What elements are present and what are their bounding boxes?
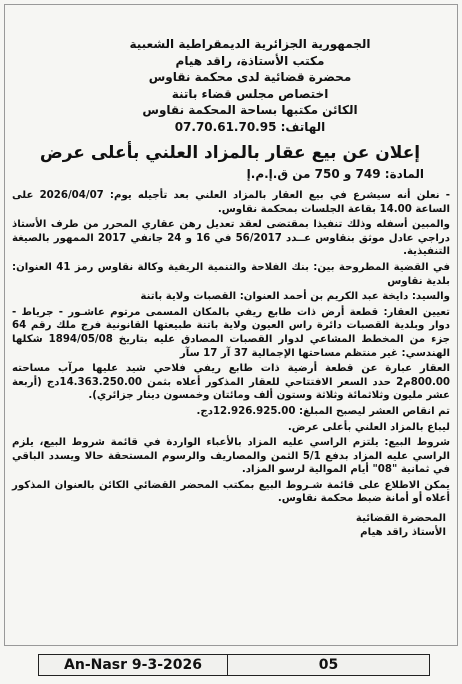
signature-name: الأستاذ راقد هيام <box>360 527 446 539</box>
phone-number: 07.70.61.70.95 <box>174 119 277 134</box>
paragraph-opening-price: العقار عبارة عن قطعة أرضية ذات طابع ريفي فلاحي شيد عليها مرآب مساحته 800.00م2 حدد السعر الافتتاحي للعقار المذكور أعلاه بثمن 14.363.250.00دج (أربعة عشر مليون وثلاثمائة وثلاثة وستون ألف ومائتان وخمسون دينار جزائري). <box>12 363 450 402</box>
paragraph-debtor: والسيد: دايخة عبد الكريم بن أحمد العنوان: القصبات ولاية باتنة <box>140 291 450 303</box>
announcement-body <box>12 189 450 506</box>
paragraph-sale-date: - نعلن أنه سيشرع في بيع العقار بالمزاد العلني بعد تأجيله يوم: 2026/04/07 على الساعة 14.00 بقاعة الجلسات بمحكمة نقاوس. <box>12 190 450 215</box>
header-line-bailiff: محضرة قضائية لدى محكمة نقاوس <box>148 70 352 84</box>
publication-date: An-Nasr 9-3-2026 <box>39 655 228 675</box>
header-line-address: الكائن مكتبها بساحة المحكمة نقاوس <box>142 103 358 117</box>
header-line-office: مكتب الأستاذة، راقد هيام <box>175 53 325 68</box>
paragraph-consultation: يمكن الاطلاع على قائمة شـروط البيع بمكتب المحضر القضائي الكائن بالعنوان المذكور أعلاه أو أمانة ضبط محكمة نقاوس. <box>12 479 450 505</box>
office-header <box>8 36 452 135</box>
paragraph-mortgage-deed: والمبين أسفله وذلك تنفيذا بمقتضى لعقد تعديل رهن عقاري المحرر من طرف الأستاذ دراجي عادل موثق بنقاوس عــدد 56/2017 في 16 و 24 جانفي 2017 الممهور بالصيغة التنفيذية. <box>12 219 451 258</box>
paragraph-creditor: في القضية المطروحة بين: بنك الفلاحة والتنمية الريفية وكالة نقاوس رمز 41 العنوان: بلدية نقاوس <box>12 261 450 287</box>
signature-role: المحضرة القضائية <box>355 513 446 525</box>
paragraph-sale-mode: ليباع بالمزاد العلني بأعلى عرض. <box>287 421 450 433</box>
phone-label: الهاتف: <box>280 119 326 134</box>
header-phone <box>48 119 452 136</box>
announcement-title: إعلان عن بيع عقار بالمزاد العلني بأعلى عرض <box>39 143 421 163</box>
paragraph-property-description: تعيين العقار: قطعة أرض ذات طابع ريفي بالمكان المسمى مرتوم عاشـور - جرياط - دوار وبلدية القصبات دائرة راس العيون ولاية باتنة طبيعتها القانونية فرج ملك رقم 64 جزء من المخطط المشاعي لدوار القصبات المصادق عليه بتاريخ 1894/05/08 شكلها الهندسي: غير منتظم مساحتها الإجمالية 37 آر 17 سآر <box>12 306 450 359</box>
newspaper-footer <box>38 654 430 676</box>
header-line-republic: الجمهورية الجزائرية الديمقراطية الشعبية <box>129 37 371 51</box>
header-line-jurisdiction: اختصاص مجلس قضاء باتنة <box>171 86 329 101</box>
page-number: 05 <box>318 657 339 673</box>
paragraph-sale-conditions: شروط البيع: يلتزم الراسي عليه المزاد بالأعباء الواردة في قائمة شروط البيع، يلزم الراسي عليه المزاد بدفع 5/1 الثمن والمصاريف والرسوم المستحقة حالا ويسدد الباقي في ثمانية "08" أيام الموالية لرسو المزاد. <box>12 437 450 476</box>
paragraph-reduced-price: تم انقاص العشر ليصبح المبلغ: 12.926.925.00دج. <box>196 405 450 417</box>
legal-articles: المادة: 749 و 750 من ق.إ.م.إ <box>246 167 424 181</box>
